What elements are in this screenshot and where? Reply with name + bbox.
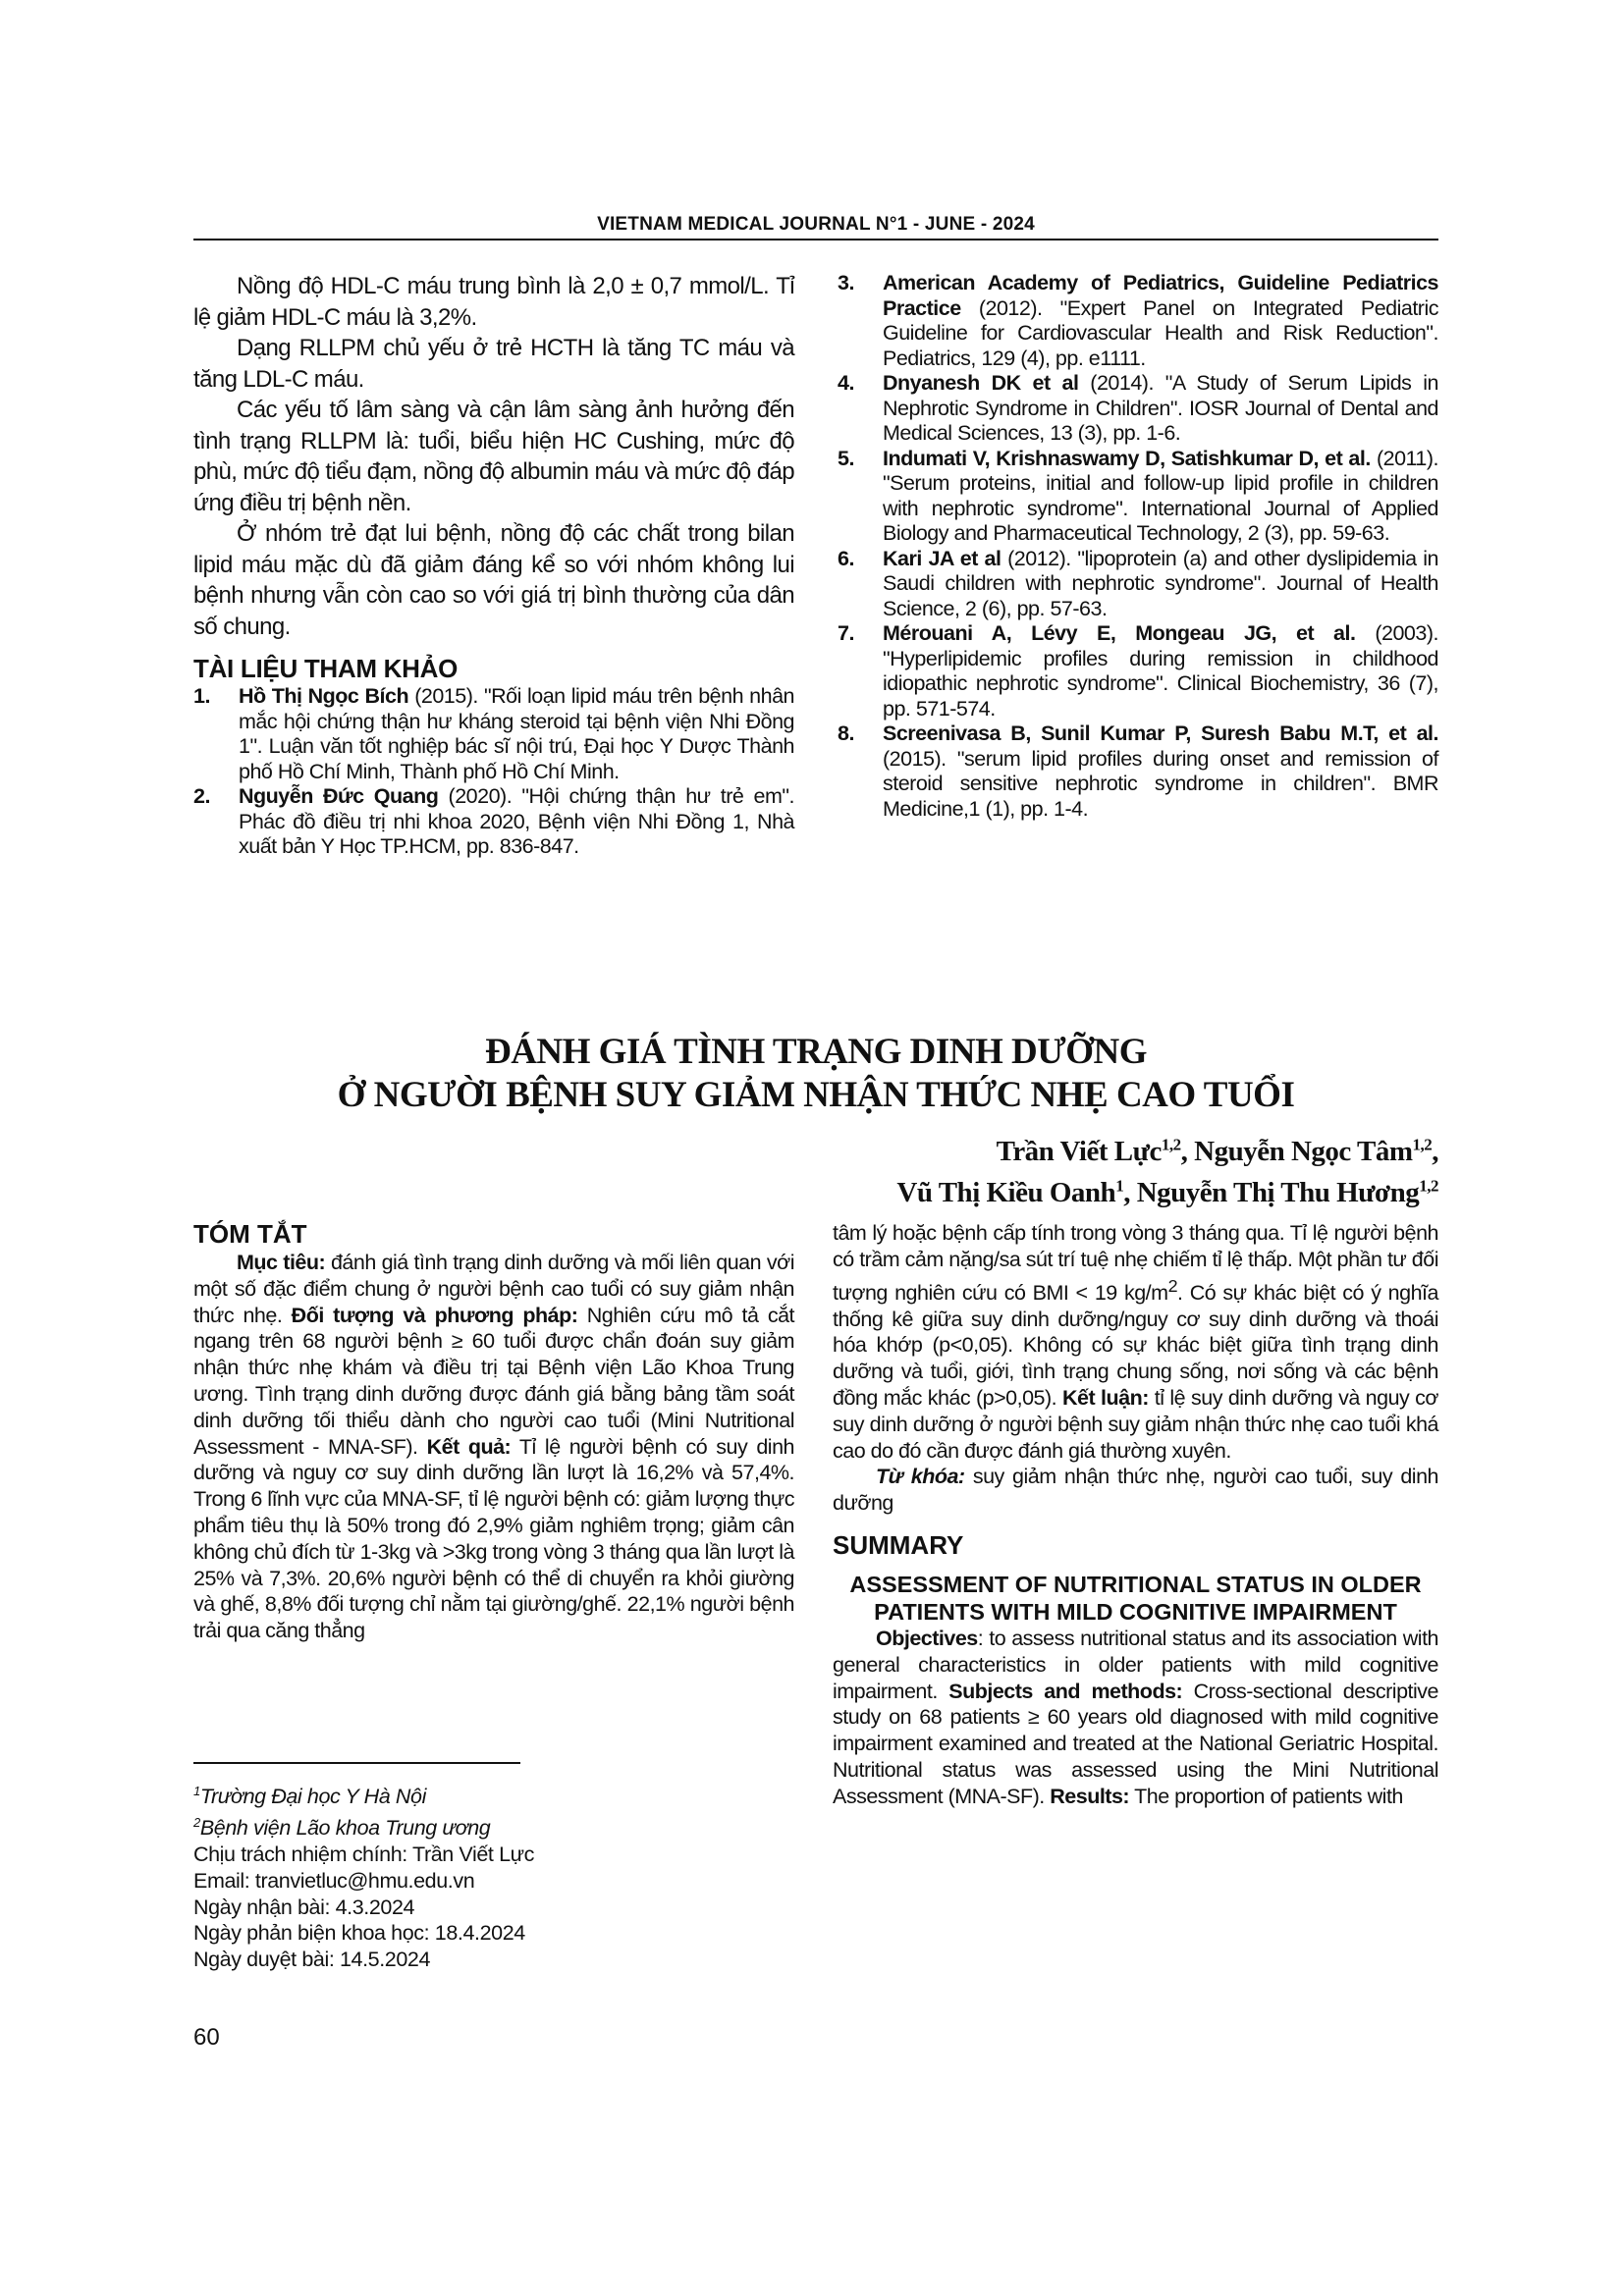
author: Nguyễn Thị Thu Hương$^{1,2}$	[1136, 1176, 1438, 1209]
reference-number: 4.	[838, 371, 854, 395]
reference-authors: Dnyanesh DK et al	[883, 371, 1079, 395]
text-run: đánh giá tình trạng dinh dưỡng và mối liên quan với một số đặc điểm chung ở người bệnh cao tuổi có suy giảm nhận thức nhẹ.	[193, 1251, 794, 1327]
reference-details: (2003). "Hyperlipidemic profiles during remission in childhood idiopathic nephrotic syndrome". Clinical Biochemistry, 36 (7), pp. 571-574.	[883, 621, 1438, 721]
bold-label: Đối tượng và phương pháp:	[291, 1303, 578, 1327]
header-rule	[193, 239, 1438, 240]
conclusion-paragraph: Ở nhóm trẻ đạt lui bệnh, nồng độ các chất trong bilan lipid máu mặc dù đã giảm đáng kể so với nhóm không lui bệnh nhưng vẫn còn cao so với giá trị bình thường của dân số chung.	[193, 520, 794, 640]
bold-label: Results:	[1050, 1784, 1130, 1808]
text-run: suy giảm nhận thức nhẹ, người cao tuổi, suy dinh dưỡng	[833, 1465, 1438, 1516]
reference-authors: Hồ Thị Ngọc Bích	[239, 684, 409, 708]
summary-text	[833, 1626, 1438, 1810]
author-line	[687, 1127, 1438, 1169]
references-list-left	[193, 684, 794, 860]
reference-number: 5.	[838, 446, 854, 470]
date-reviewed: Ngày phản biện khoa học: 18.4.2024	[193, 1921, 525, 1946]
author-line	[687, 1169, 1438, 1211]
affiliation-2: $^2$Bệnh viện Lão khoa Trung ương	[193, 1814, 491, 1841]
reference-item	[193, 684, 794, 784]
bold-label: Từ khóa:	[876, 1465, 965, 1489]
reference-number: 2.	[193, 784, 210, 808]
conclusion-paragraph: Các yếu tố lâm sàng và cận lâm sàng ảnh hưởng đến tình trạng RLLPM là: tuổi, biểu hiện HC Cushing, mức độ phù, mức độ tiểu đạm, nồng độ albumin máu và mức độ đáp ứng điều trị bệnh nền.	[193, 397, 794, 516]
text-run: : to assess nutritional status and its association with general characteristics in older patients with mild cognitive impairment.	[833, 1626, 1438, 1703]
footnotes	[193, 1779, 794, 1973]
reference-details: (2014). "A Study of Serum Lipids in Nephrotic Syndrome in Children". IOSR Journal of Dental and Medical Sciences, 13 (3), pp. 1-6.	[883, 371, 1438, 445]
summary-title: ASSESSMENT OF NUTRITIONAL STATUS IN OLDER PATIENTS WITH MILD COGNITIVE IMPAIRMENT	[849, 1571, 1422, 1625]
footnote-rule	[193, 1762, 520, 1764]
summary-heading: SUMMARY	[833, 1529, 964, 1560]
author-list	[687, 1127, 1438, 1210]
bold-label: Kết luận:	[1062, 1385, 1149, 1410]
reference-details: (2012). "lipoprotein (a) and other dyslipidemia in Saudi children with nephrotic syndrome". Journal of Health Science, 2 (6), pp. 57-63.	[883, 546, 1438, 620]
author: Nguyễn Ngọc Tâm$^{1,2}$,	[1194, 1135, 1438, 1167]
reference-authors: Nguyễn Đức Quang	[239, 784, 439, 808]
conclusion-paragraph: Dạng RLLPM chủ yếu ở trẻ HCTH là tăng TC máu và tăng LDL-C máu.	[193, 335, 794, 393]
page-number: 60	[193, 2024, 220, 2051]
reference-authors: Kari JA et al	[883, 546, 1001, 570]
reference-details: (2020). "Hội chứng thận hư trẻ em". Phác đồ điều trị nhi khoa 2020, Bệnh viện Nhi Đồng 1, Nhà xuất bản Y Học TP.HCM, pp. 836-847.	[239, 784, 794, 858]
abstract-left-column	[193, 1219, 794, 1644]
reference-authors: Mérouani A, Lévy E, Mongeau JG, et al.	[883, 621, 1356, 645]
reference-number: 3.	[838, 271, 854, 294]
text-run: Tỉ lệ người bệnh có suy dinh dưỡng và nguy cơ suy dinh dưỡng lần lượt là 16,2% và 57,4%. Trong 6 lĩnh vực của MNA-SF, tỉ lệ người bệnh có: giảm lượng thực phẩm tiêu thụ là 50% trong đó 2,9% giảm nghiêm trọng; giảm cân không chủ đích từ 1-3kg và >3kg trong vòng 3 tháng qua lần lượt là 25% và 7,3%. 20,6% người bệnh có thể di chuyển ra khỏi giường và ghế, 8,8% đối tượng chỉ nằm tại giường/ghế. 22,1% người bệnh trải qua căng thẳng	[193, 1434, 794, 1643]
reference-authors: Screenivasa B, Sunil Kumar P, Suresh Babu M.T, et al.	[883, 721, 1438, 745]
text-run: tỉ lệ suy dinh dưỡng và nguy cơ suy dinh dưỡng ở người bệnh suy giảm nhận thức nhẹ cao tuổi khá cao do đó cần được đánh giá thường xuyên.	[833, 1385, 1439, 1463]
bold-label: Mục tiêu:	[237, 1251, 326, 1274]
text-run: . Có sự khác biệt có ý nghĩa thống kê giữa suy dinh dưỡng/nguy cơ suy dinh dưỡng và thoái hóa khớp (p<0,05). Không có sự khác biệt giữa tình trạng dinh dưỡng và tuổi, giới, tình trạng chung sống, nơi sống và các bệnh đồng mắc khác (p>0,05).	[833, 1280, 1438, 1410]
reference-authors: American Academy of Pediatrics, Guideline Pediatrics Practice	[883, 271, 1438, 320]
keywords	[833, 1464, 1438, 1517]
text-run: tâm lý hoặc bệnh cấp tính trong vòng 3 tháng qua. Tỉ lệ người bệnh có trầm cảm nặng/sa sút trí tuệ nhẹ chiếm tỉ lệ thấp. Một phần tư đối tượng nghiên cứu có BMI < 19 kg/m	[833, 1221, 1438, 1305]
article-title	[193, 1031, 1438, 1117]
reference-item	[838, 621, 1438, 721]
reference-details: (2015). "Rối loạn lipid máu trên bệnh nhân mắc hội chứng thận hư kháng steroid tại bệnh viện Nhi Đồng 1". Luận văn tốt nghiệp bác sĩ nội trú, Đại học Y Dược Thành phố Hồ Chí Minh, Thành phố Hồ Chí Minh.	[239, 684, 794, 783]
reference-number: 1.	[193, 684, 210, 708]
text-run: Nghiên cứu mô tả cắt ngang trên 68 người bệnh ≥ 60 tuổi được chẩn đoán suy giảm nhận thức nhẹ khám và điều trị tại Bệnh viện Lão Khoa Trung ương. Tình trạng dinh dưỡng được đánh giá bằng bảng tầm soát dinh dưỡng tối thiểu dành cho người cao tuổi (Mini Nutritional Assessment - MNA-SF).	[193, 1303, 794, 1459]
article-title-line: ĐÁNH GIÁ TÌNH TRẠNG DINH DƯỠNG	[484, 1032, 1148, 1072]
reference-number: 7.	[838, 621, 854, 645]
text-run: The proportion of patients with	[1129, 1784, 1403, 1808]
reference-item	[193, 784, 794, 860]
references-list-right	[838, 271, 1438, 822]
running-head: VIETNAM MEDICAL JOURNAL N°1 - JUNE - 2024	[597, 214, 1035, 235]
affiliation-1: $^1$Trường Đại học Y Hà Nội	[193, 1784, 426, 1809]
prev-article-right-column	[838, 271, 1438, 822]
references-heading: TÀI LIỆU THAM KHẢO	[193, 654, 459, 683]
bold-label: Objectives	[876, 1626, 978, 1650]
corresponding-author: Chịu trách nhiệm chính: Trần Viết Lực	[193, 1842, 534, 1866]
reference-authors: Indumati V, Krishnaswamy D, Satishkumar D, et al.	[883, 446, 1371, 470]
reference-details: (2015). "serum lipid profiles during onset and remission of steroid sensitive nephrotic syndrome in children". BMR Medicine,1 (1), pp. 1-4.	[883, 746, 1438, 821]
reference-number: 6.	[838, 546, 854, 570]
abstract-text	[193, 1250, 794, 1644]
email: Email: tranvietluc@hmu.edu.vn	[193, 1868, 475, 1893]
prev-article-left-column	[193, 271, 794, 860]
date-received: Ngày nhận bài: 4.3.2024	[193, 1895, 415, 1919]
superscript: 2	[1167, 1275, 1178, 1296]
text-run: Cross-sectional descriptive study on 68 patients ≥ 60 years old diagnosed with mild cognitive impairment examined and treated at the National Geriatric Hospital. Nutritional status was assessed using the Mini Nutritional Assessment (MNA-SF).	[833, 1679, 1438, 1808]
abstract-right-column	[833, 1220, 1438, 1810]
conclusion-paragraph: Nồng độ HDL-C máu trung bình là 2,0 ± 0,7 mmol/L. Tỉ lệ giảm HDL-C máu là 3,2%.	[193, 273, 794, 331]
bold-label: Kết quả:	[426, 1434, 512, 1459]
date-accepted: Ngày duyệt bài: 14.5.2024	[193, 1948, 431, 1972]
reference-details: (2012). "Expert Panel on Integrated Pediatric Guideline for Cardiovascular Health and Risk Reduction". Pediatrics, 129 (4), pp. e1111.	[883, 295, 1438, 370]
bold-label: Subjects and methods:	[948, 1679, 1183, 1703]
abstract-heading: TÓM TẮT	[193, 1219, 307, 1249]
author: Vũ Thị Kiều Oanh$^1$,	[896, 1176, 1137, 1209]
abstract-text-continued	[833, 1220, 1438, 1464]
reference-details: (2011). "Serum proteins, initial and follow-up lipid profile in children with nephrotic syndrome". International Journal of Applied Biology and Pharmaceutical Technology, 2 (3), pp. 59-63.	[883, 446, 1438, 545]
reference-item	[838, 547, 1438, 622]
reference-item	[838, 447, 1438, 547]
reference-item	[838, 271, 1438, 371]
reference-item	[838, 371, 1438, 447]
reference-number: 8.	[838, 721, 854, 745]
author: Trần Viết Lực$^{1,2}$,	[996, 1135, 1195, 1167]
article-title-line: Ở NGƯỜI BỆNH SUY GIẢM NHẬN THỨC NHẸ CAO TUỔI	[337, 1075, 1295, 1115]
reference-item	[838, 721, 1438, 822]
